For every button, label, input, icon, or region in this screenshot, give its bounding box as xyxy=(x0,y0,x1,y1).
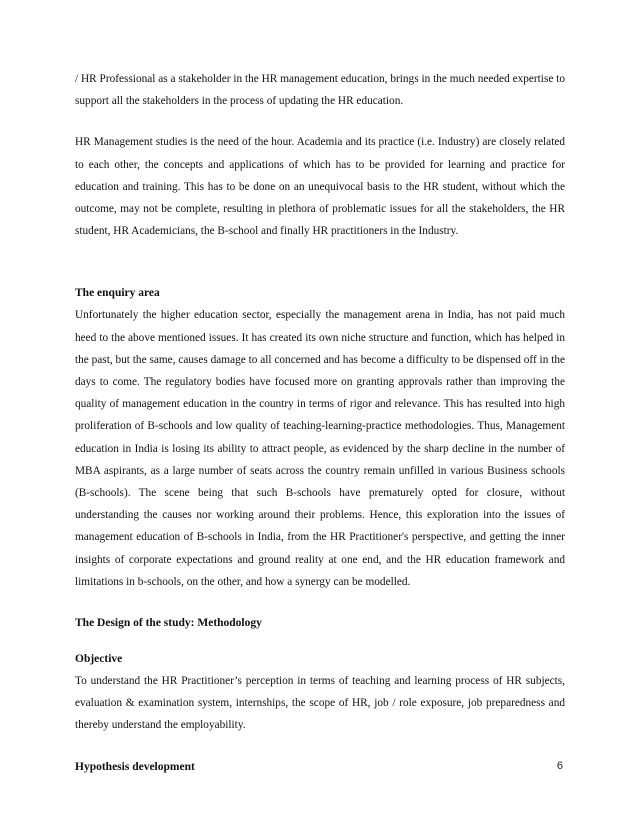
spacer xyxy=(75,593,565,612)
hypothesis-heading: Hypothesis development xyxy=(75,760,195,773)
spacer xyxy=(75,242,565,282)
enquiry-heading: The enquiry area xyxy=(75,287,160,300)
intro-paragraph: / HR Professional as a stakeholder in the HR management education, brings in the much needed expertise to support all the stakeholders in the process of updating the HR education. xyxy=(75,73,565,108)
objective-heading: Objective xyxy=(75,653,123,666)
spacer xyxy=(75,634,565,648)
enquiry-paragraph: Unfortunately the higher education sector, especially the management arena in India, has not paid much heed to the above mentioned issues. It has created its own niche structure and function, which has helped in the past, but the same, causes damage to all concerned and has become a difficulty to be dispensed off in the days to come. The regulatory bodies have focused more on granting approvals rather than improving the quality of management education in the country in terms of rigor and relevance. This has resulted into high proliferation of B-schools and low quality of teaching-learning-practice methodologies. Thus, Management education in India is losing its ability to attract people, as evidenced by the sharp decline in the number of MBA aspirants, as a large number of seats across the country remain unfilled in various Business schools (B-schools). The scene being that such B-schools have prematurely opted for closure, without understanding the causes nor working around their problems. Hence, this exploration into the issues of management education of B-schools in India, from the HR Practitioner's perspective, and getting the inner insights of corporate expectations and ground reality at one end, and the HR education framework and limitations in b-schools, on the other, and how a synergy can be modelled. xyxy=(75,309,565,588)
need-paragraph: HR Management studies is the need of the hour. Academia and its practice (i.e. Industry) are closely related to each other, the concepts and applications of which has to be provided for learning and practice for education and training. This has to be done on an unequivocal basis to the HR student, without which the outcome, may not be complete, resulting in plethora of problematic issues for all the stakeholders, the HR student, HR Academicians, the B-school and finally HR practitioners in the Industry. xyxy=(75,136,565,238)
document-body xyxy=(75,68,565,778)
spacer xyxy=(75,737,565,756)
design-heading: The Design of the study: Methodology xyxy=(75,617,262,630)
page-number: 6 xyxy=(556,760,563,772)
objective-paragraph: To understand the HR Practitioner’s perception in terms of teaching and learning process of HR subjects, evaluation & examination system, internships, the scope of HR, job / role exposure, job preparedness and thereby understand the employability. xyxy=(75,675,565,732)
spacer xyxy=(75,112,565,131)
